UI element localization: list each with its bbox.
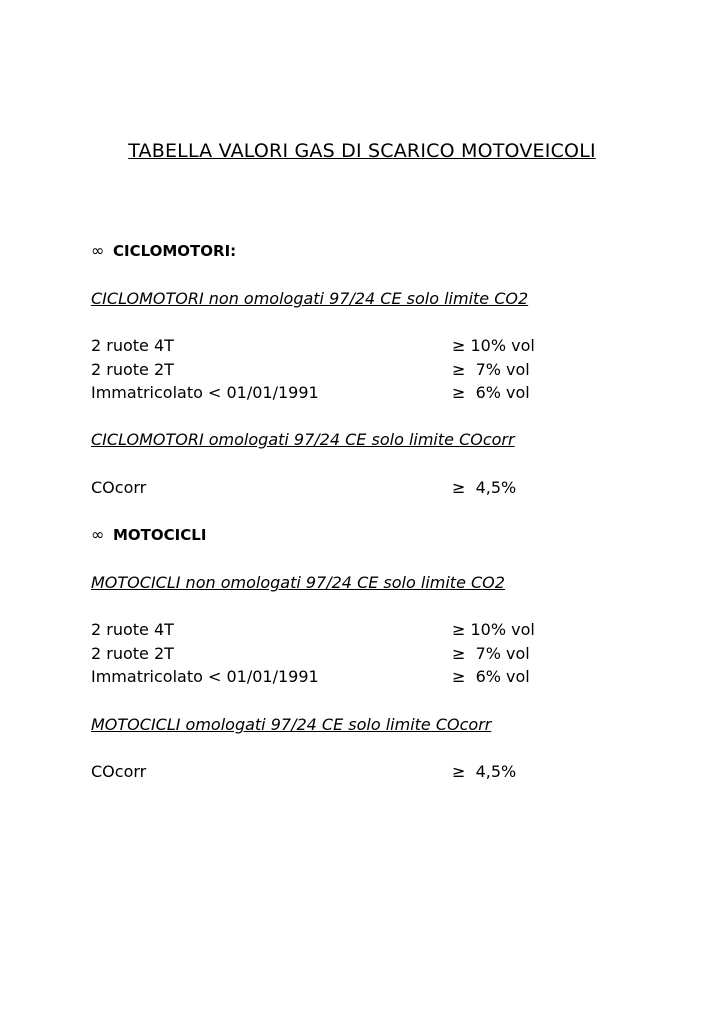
row-label: 2 ruote 2T [91, 644, 174, 663]
row-label: 2 ruote 4T [91, 620, 174, 639]
section-heading-ciclomotori [91, 241, 236, 260]
row-value: ≥ 4,5% [452, 762, 517, 781]
row-label: COcorr [91, 762, 147, 781]
row-label: Immatricolato < 01/01/1991 [91, 667, 319, 686]
section-heading-label: MOTOCICLI [113, 525, 207, 544]
subheading-ciclomotori-omologati: CICLOMOTORI omologati 97/24 CE solo limite COcorr [91, 430, 515, 449]
row-label: 2 ruote 4T [91, 336, 174, 355]
table-row [91, 620, 541, 642]
row-value: ≥ 4,5% [452, 478, 517, 497]
row-value: ≥ 10% vol [452, 620, 535, 639]
table-row [91, 644, 541, 666]
table-row [91, 383, 541, 405]
row-label: Immatricolato < 01/01/1991 [91, 383, 319, 402]
table-row [91, 336, 541, 358]
subheading-ciclomotori-non-omologati: CICLOMOTORI non omologati 97/24 CE solo limite CO2 [91, 289, 529, 308]
subheading-motocicli-omologati: MOTOCICLI omologati 97/24 CE solo limite COcorr [91, 715, 492, 734]
section-heading-label: CICLOMOTORI: [113, 241, 237, 260]
page-title: TABELLA VALORI GAS DI SCARICO MOTOVEICOLI [128, 140, 596, 162]
infinity-bullet-icon: ∞ [91, 241, 105, 260]
subheading-motocicli-non-omologati: MOTOCICLI non omologati 97/24 CE solo limite CO2 [91, 573, 505, 592]
row-value: ≥ 6% vol [452, 667, 530, 686]
table-row [91, 667, 541, 689]
table-row [91, 762, 541, 784]
section-heading-motocicli [91, 525, 206, 544]
row-label: 2 ruote 2T [91, 360, 174, 379]
row-value: ≥ 7% vol [452, 644, 530, 663]
row-value: ≥ 7% vol [452, 360, 530, 379]
row-label: COcorr [91, 478, 147, 497]
infinity-bullet-icon: ∞ [91, 525, 105, 544]
row-value: ≥ 6% vol [452, 383, 530, 402]
table-row [91, 360, 541, 382]
row-value: ≥ 10% vol [452, 336, 535, 355]
table-row [91, 478, 541, 500]
